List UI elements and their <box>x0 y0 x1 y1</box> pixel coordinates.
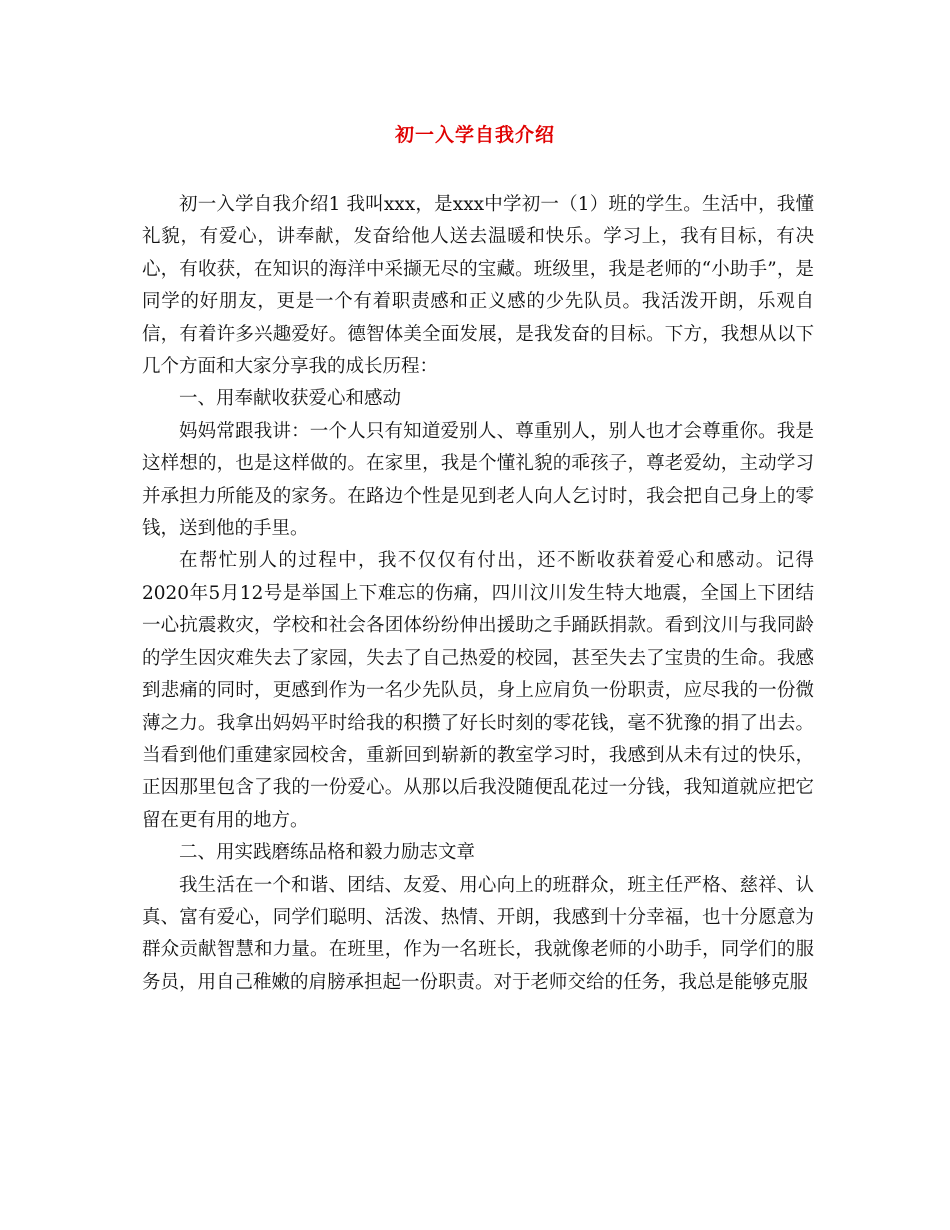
section-heading-2: 二、用实践磨练品格和毅力励志文章 <box>179 842 476 864</box>
paragraph-intro: 初一入学自我介绍1 我叫xxx，是xxx中学初一（1）班的学生。生活中，我懂礼貌，有爱心，讲奉献，发奋给他人送去温暖和快乐。学习上，我有目标，有决心，有收获，在知识的海洋中采撷无尽的宝藏。班级里，我是老师的“小助手”，是同学的好朋友，更是一个有着职责感和正义感的少先队员。我活泼开朗，乐观自信，有着许多兴趣爱好。德智体美全面发展，是我发奋的目标。下方，我想从以下几个方面和大家分享我的成长历程： <box>142 194 814 378</box>
paragraph-mother-advice: 妈妈常跟我讲：一个人只有知道爱别人、尊重别人，别人也才会尊重你。我是这样想的，也是这样做的。在家里，我是个懂礼貌的乖孩子，尊老爱幼，主动学习并承担力所能及的家务。在路边个性是见到老人向人乞讨时，我会把自己身上的零钱，送到他的手里。 <box>142 420 814 540</box>
section-heading-1: 一、用奉献收获爱心和感动 <box>179 388 402 410</box>
document-body <box>142 189 814 999</box>
paragraph-donation-story: 在帮忙别人的过程中，我不仅仅有付出，还不断收获着爱心和感动。记得2020年5月12号是举国上下难忘的伤痛，四川汶川发生特大地震，全国上下团结一心抗震救灾，学校和社会各团体纷纷伸出援助之手踊跃捐款。看到汶川与我同龄的学生因灾难失去了家园，失去了自己热爱的校园，甚至失去了宝贵的生命。我感到悲痛的同时，更感到作为一名少先队员，身上应肩负一份职责，应尽我的一份微薄之力。我拿出妈妈平时给我的积攒了好长时刻的零花钱，毫不犹豫的捐了出去。当看到他们重建家园校舍，重新回到崭新的教室学习时，我感到从未有过的快乐，正因那里包含了我的一份爱心。从那以后我没随便乱花过一分钱，我知道就应把它留在更有用的地方。 <box>142 550 814 831</box>
document-title: 初一入学自我介绍 <box>394 124 555 146</box>
paragraph-class-life: 我生活在一个和谐、团结、友爱、用心向上的班群众，班主任严格、慈祥、认真、富有爱心，同学们聪明、活泼、热情、开朗，我感到十分幸福，也十分愿意为群众贡献智慧和力量。在班里，作为一名班长，我就像老师的小助手，同学们的服务员，用自己稚嫩的肩膀承担起一份职责。对于老师交给的任务，我总是能够克服 <box>142 874 814 993</box>
